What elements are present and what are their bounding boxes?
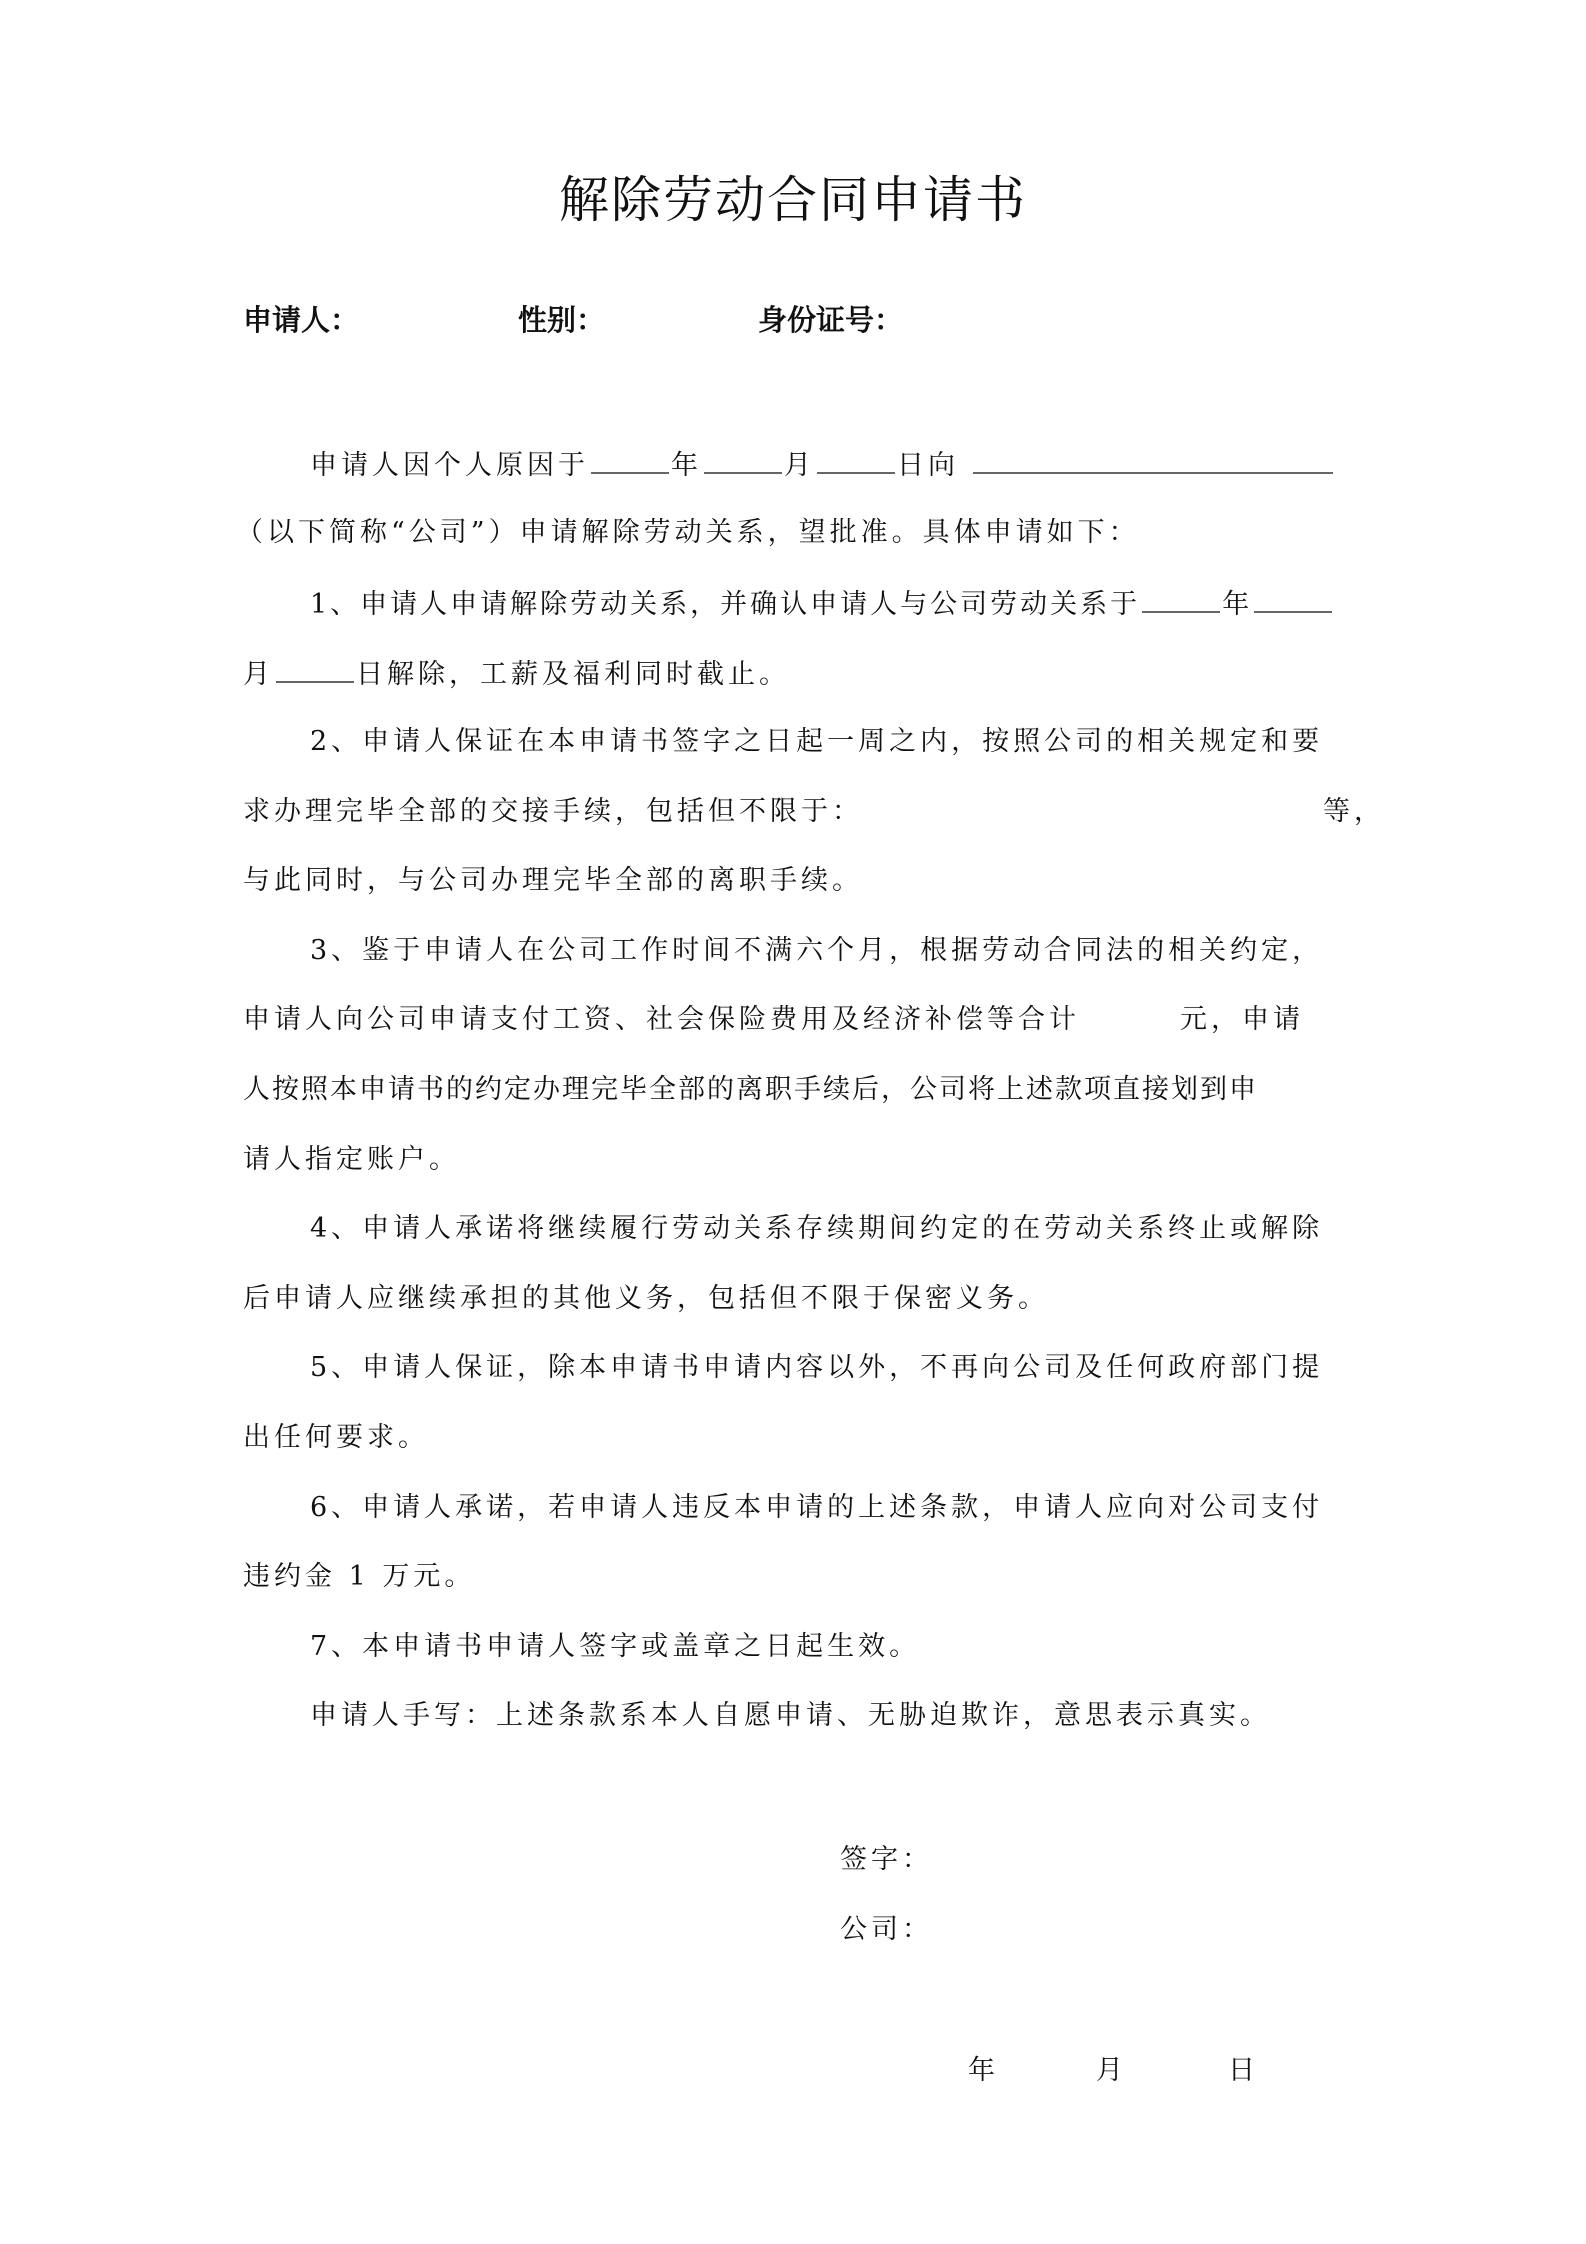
- clause-4-line-2: 后申请人应继续承担的其他义务，包括但不限于保密义务。: [243, 1283, 1049, 1314]
- clause-3-line-4: 请人指定账户。: [243, 1144, 460, 1175]
- date-day-label: 日: [1228, 2055, 1259, 2086]
- end-day-blank[interactable]: [276, 655, 354, 683]
- clause-3-yuan: 元，申请: [1180, 1004, 1304, 1035]
- end-month-label: 月: [243, 659, 274, 690]
- end-month-blank[interactable]: [1254, 585, 1332, 613]
- handwritten-statement: 申请人手写：上述条款系本人自愿申请、无胁迫欺诈，意思表示真实。: [310, 1700, 1271, 1731]
- clause-3-line-2: [243, 1002, 1304, 1038]
- applicant-label: 申请人：: [243, 303, 360, 337]
- clause-2-line-1: 2、申请人保证在本申请书签字之日起一周之内，按照公司的相关规定和要: [310, 726, 1324, 757]
- clause-2-etc: 等，: [1323, 796, 1385, 827]
- intro-line-1: [310, 446, 1335, 484]
- intro-line-2: （以下简称“公司”）申请解除劳动关系，望批准。具体申请如下：: [236, 517, 1140, 548]
- clause-6-line-2: 违约金 1 万元。: [243, 1561, 476, 1592]
- clause-3-line-3: 人按照本申请书的约定办理完毕全部的离职手续后，公司将上述款项直接划到申: [243, 1074, 1258, 1105]
- clause-4-line-1: 4、申请人承诺将继续履行劳动关系存续期间约定的在劳动关系终止或解除: [310, 1213, 1324, 1244]
- document-title: 解除劳动合同申请书: [559, 171, 1027, 229]
- month-blank[interactable]: [704, 446, 782, 474]
- day-blank[interactable]: [817, 446, 895, 474]
- end-year-blank[interactable]: [1142, 585, 1220, 613]
- clause-7: 7、本申请书申请人签字或盖章之日起生效。: [310, 1631, 921, 1662]
- year-blank[interactable]: [591, 446, 669, 474]
- clause-3-text: 申请人向公司申请支付工资、社会保险费用及经济补偿等合计: [243, 1004, 1080, 1035]
- clause-1-text-2: 日解除，工薪及福利同时截止。: [356, 659, 790, 690]
- clause-6-line-1: 6、申请人承诺，若申请人违反本申请的上述条款，申请人应向对公司支付: [310, 1492, 1324, 1523]
- clause-3-line-1: 3、鉴于申请人在公司工作时间不满六个月，根据劳动合同法的相关约定，: [310, 935, 1324, 966]
- signature-label: 签字：: [840, 1844, 933, 1875]
- gender-label: 性别：: [518, 303, 606, 337]
- month-label: 月: [784, 450, 815, 481]
- clause-1-line-2: [243, 655, 790, 693]
- intro-text: 申请人因个人原因于: [310, 450, 589, 481]
- id-number-label: 身份证号：: [758, 303, 904, 337]
- clause-1-line-1: [310, 585, 1334, 623]
- date-month-label: 月: [1096, 2055, 1127, 2086]
- clause-2-text: 求办理完毕全部的交接手续，包括但不限于：: [243, 796, 863, 827]
- date-year-label: 年: [968, 2055, 999, 2086]
- company-blank[interactable]: [973, 446, 1333, 474]
- clause-5-line-2: 出任何要求。: [243, 1422, 429, 1453]
- day-label: 日向: [897, 450, 959, 481]
- clause-5-line-1: 5、申请人保证，除本申请书申请内容以外，不再向公司及任何政府部门提: [310, 1352, 1324, 1383]
- company-label: 公司：: [840, 1914, 933, 1945]
- end-year-label: 年: [1222, 589, 1253, 620]
- clause-1-text: 1、申请人申请解除劳动关系，并确认申请人与公司劳动关系于: [310, 589, 1141, 620]
- clause-2-line-3: 与此同时，与公司办理完毕全部的离职手续。: [243, 865, 863, 896]
- year-label: 年: [671, 450, 702, 481]
- clause-2-line-2: [243, 794, 1385, 830]
